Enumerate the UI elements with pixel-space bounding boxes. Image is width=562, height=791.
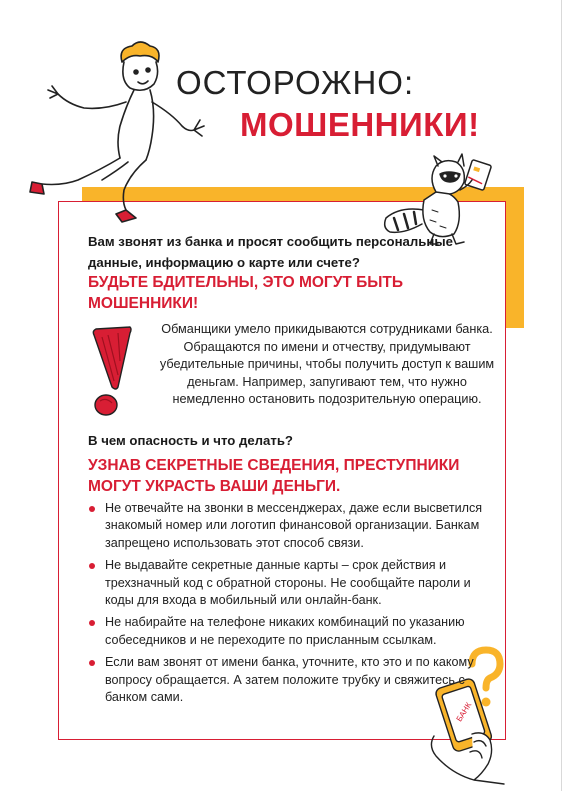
list-item <box>88 557 488 609</box>
bullet-dot-icon <box>89 620 95 626</box>
list-item <box>88 614 488 649</box>
exclamation-icon <box>88 325 138 417</box>
section1-paragraph: Обманщики умело прикидываются сотрудниками банка. Обращаются по имени и отчеству, придумывают убедительные причины, чтобы получить доступ к вашим деньгам. Например, запугивают тем, что нужно немедленно остановить подозрительную операцию. <box>159 322 495 407</box>
phone-screen-label: БАНК <box>454 700 474 724</box>
list-item-text: Не набирайте на телефоне никаких комбинаций по указанию собеседников и не переходите по присланным ссылкам. <box>105 615 465 647</box>
bullet-dot-icon <box>89 660 95 666</box>
list-item <box>88 500 488 552</box>
list-item-text: Не отвечайте на звонки в мессенджерах, даже если высветился знакомый номер или логотип финансовой организации. Банкам запрещено использовать этот способ связи. <box>105 501 483 550</box>
bullet-dot-icon <box>89 506 95 512</box>
list-item-text: Если вам звонят от имени банка, уточните, кто это и по какому вопросу обращается. А затем положите трубку и свяжитесь с банком сами. <box>105 655 474 705</box>
title-line2: МОШЕННИКИ! <box>240 106 480 143</box>
section1-warning: БУДЬТЕ БДИТЕЛЬНЫ, ЭТО МОГУТ БЫТЬ МОШЕННИКИ! <box>88 274 404 312</box>
section2-warning: УЗНАВ СЕКРЕТНЫЕ СВЕДЕНИЯ, ПРЕСТУПНИКИ МОГУТ УКРАСТЬ ВАШИ ДЕНЬГИ. <box>88 457 460 495</box>
title-line1: ОСТОРОЖНО: <box>176 64 415 101</box>
advice-list <box>88 500 488 711</box>
section1-question: Вам звонят из банка и просят сообщить персональные данные, информацию о карте или счете? <box>88 234 453 270</box>
list-item <box>88 654 488 706</box>
list-item-text: Не выдавайте секретные данные карты – срок действия и трехзначный код с обратной стороны. Не сообщайте пароли и коды для входа в мобильный или онлайн-банк. <box>105 558 471 608</box>
bullet-dot-icon <box>89 563 95 569</box>
section2-question: В чем опасность и что делать? <box>88 433 293 448</box>
